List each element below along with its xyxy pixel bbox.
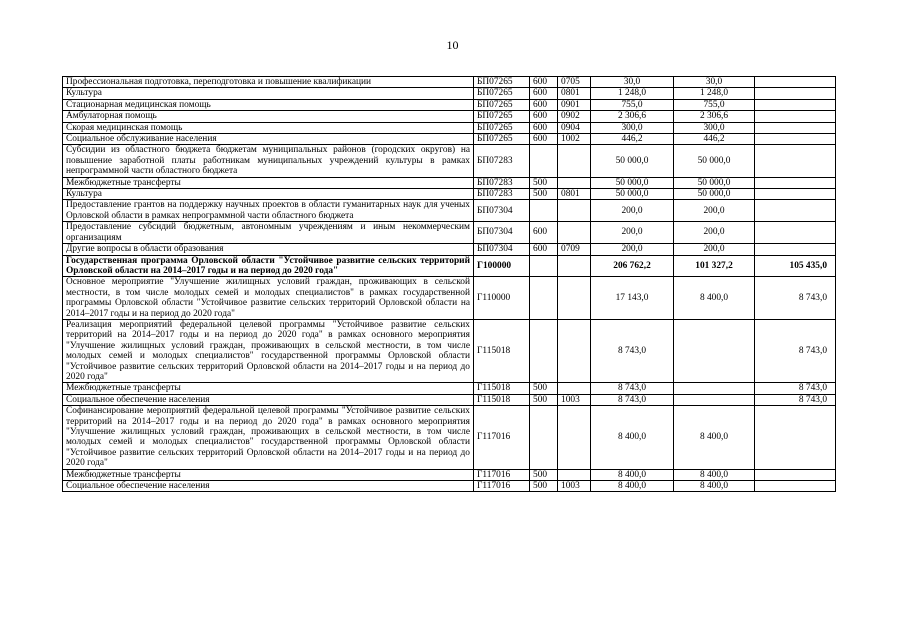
target-article-cell: Г115018: [474, 394, 530, 405]
table-row: [63, 319, 836, 382]
table-row: [63, 222, 836, 244]
total-amount-cell: 50 000,0: [591, 177, 674, 188]
regional-amount-cell: 30,0: [674, 77, 755, 88]
section-cell: [558, 222, 591, 244]
regional-amount-cell: 1 248,0: [674, 88, 755, 99]
section-cell: 0901: [558, 99, 591, 110]
federal-amount-cell: 8 743,0: [755, 277, 836, 320]
expense-type-cell: 600: [530, 77, 558, 88]
federal-amount-cell: [755, 145, 836, 177]
table-row: [63, 111, 836, 122]
expense-type-cell: [530, 277, 558, 320]
row-name-cell: Межбюджетные трансферты: [63, 469, 474, 480]
section-cell: 0705: [558, 77, 591, 88]
section-cell: [558, 277, 591, 320]
table-body: [63, 77, 836, 492]
section-cell: [558, 200, 591, 222]
total-amount-cell: 755,0: [591, 99, 674, 110]
federal-amount-cell: [755, 122, 836, 133]
section-cell: 1003: [558, 481, 591, 492]
expense-type-cell: [530, 200, 558, 222]
regional-amount-cell: 50 000,0: [674, 189, 755, 200]
section-cell: [558, 255, 591, 277]
total-amount-cell: 300,0: [591, 122, 674, 133]
expense-type-cell: [530, 319, 558, 382]
section-cell: 1003: [558, 394, 591, 405]
row-name-cell: Стационарная медицинская помощь: [63, 99, 474, 110]
row-name-cell: Реализация мероприятий федеральной целевой программы "Устойчивое развитие сельских территорий на 2014–2017 годы и на период до 2020 года" в рамках основного мероприятия "Улучшение жилищных условий граждан, проживающих в сельской местности, в том числе молодых семей и молодых специалистов" государственной программы Орловской области "Устойчивое развитие сельских территорий Орловской области на 2014–2017 годы и на период до 2020 года": [63, 319, 474, 382]
table-row: [63, 469, 836, 480]
total-amount-cell: 200,0: [591, 244, 674, 255]
target-article-cell: БП07265: [474, 88, 530, 99]
expense-type-cell: 500: [530, 189, 558, 200]
row-name-cell: Культура: [63, 88, 474, 99]
section-cell: [558, 177, 591, 188]
expense-type-cell: [530, 406, 558, 469]
total-amount-cell: 2 306,6: [591, 111, 674, 122]
expense-type-cell: 600: [530, 122, 558, 133]
target-article-cell: БП07283: [474, 189, 530, 200]
section-cell: [558, 469, 591, 480]
row-name-cell: Предоставление субсидий бюджетным, автономным учреждениям и иным некоммерческим организациям: [63, 222, 474, 244]
row-name-cell: Межбюджетные трансферты: [63, 383, 474, 394]
target-article-cell: БП07265: [474, 99, 530, 110]
row-name-cell: Социальное обеспечение населения: [63, 481, 474, 492]
row-name-cell: Межбюджетные трансферты: [63, 177, 474, 188]
regional-amount-cell: 50 000,0: [674, 177, 755, 188]
target-article-cell: Г117016: [474, 406, 530, 469]
federal-amount-cell: [755, 134, 836, 145]
regional-amount-cell: [674, 394, 755, 405]
table-row: [63, 77, 836, 88]
expense-type-cell: 600: [530, 222, 558, 244]
row-name-cell: Профессиональная подготовка, переподготовка и повышение квалификации: [63, 77, 474, 88]
target-article-cell: БП07283: [474, 177, 530, 188]
target-article-cell: Г117016: [474, 481, 530, 492]
table-row: [63, 189, 836, 200]
regional-amount-cell: 101 327,2: [674, 255, 755, 277]
row-name-cell: Культура: [63, 189, 474, 200]
regional-amount-cell: 2 306,6: [674, 111, 755, 122]
expense-type-cell: 500: [530, 469, 558, 480]
federal-amount-cell: [755, 111, 836, 122]
total-amount-cell: 8 400,0: [591, 481, 674, 492]
expense-type-cell: 500: [530, 383, 558, 394]
total-amount-cell: 8 400,0: [591, 406, 674, 469]
total-amount-cell: 200,0: [591, 200, 674, 222]
total-amount-cell: 8 743,0: [591, 383, 674, 394]
row-name-cell: Другие вопросы в области образования: [63, 244, 474, 255]
target-article-cell: БП07265: [474, 77, 530, 88]
table-row: [63, 122, 836, 133]
total-amount-cell: 446,2: [591, 134, 674, 145]
table-row: [63, 255, 836, 277]
federal-amount-cell: [755, 244, 836, 255]
table-row: [63, 277, 836, 320]
row-name-cell: Софинансирование мероприятий федеральной целевой программы "Устойчивое развитие сельских территорий на 2014–2017 годы и на период до 2020 года" в рамках основного мероприятия "Улучшение жилищных условий граждан, проживающих в сельской местности, в том числе молодых семей и молодых специалистов" государственной программы Орловской области "Устойчивое развитие сельских территорий Орловской области на 2014–2017 годы и на период до 2020 года": [63, 406, 474, 469]
federal-amount-cell: [755, 99, 836, 110]
section-cell: 0709: [558, 244, 591, 255]
regional-amount-cell: 755,0: [674, 99, 755, 110]
total-amount-cell: 206 762,2: [591, 255, 674, 277]
target-article-cell: БП07304: [474, 244, 530, 255]
table-row: [63, 134, 836, 145]
expense-type-cell: [530, 255, 558, 277]
regional-amount-cell: 8 400,0: [674, 481, 755, 492]
table-row: [63, 481, 836, 492]
target-article-cell: БП07304: [474, 222, 530, 244]
total-amount-cell: 50 000,0: [591, 189, 674, 200]
expense-type-cell: 500: [530, 394, 558, 405]
regional-amount-cell: 8 400,0: [674, 277, 755, 320]
table-row: [63, 145, 836, 177]
federal-amount-cell: 8 743,0: [755, 383, 836, 394]
regional-amount-cell: 200,0: [674, 244, 755, 255]
section-cell: [558, 145, 591, 177]
regional-amount-cell: 200,0: [674, 200, 755, 222]
total-amount-cell: 200,0: [591, 222, 674, 244]
expense-type-cell: [530, 145, 558, 177]
federal-amount-cell: 105 435,0: [755, 255, 836, 277]
expense-type-cell: 600: [530, 134, 558, 145]
table-row: [63, 383, 836, 394]
row-name-cell: Основное мероприятие "Улучшение жилищных условий граждан, проживающих в сельской местности, в том числе молодых семей и молодых специалистов" в рамках государственной программы Орловской области "Устойчивое развитие сельских территорий Орловской области на 2014–2017 годы и на период до 2020 года": [63, 277, 474, 320]
regional-amount-cell: 300,0: [674, 122, 755, 133]
total-amount-cell: 30,0: [591, 77, 674, 88]
total-amount-cell: 50 000,0: [591, 145, 674, 177]
row-name-cell: Социальное обслуживание населения: [63, 134, 474, 145]
federal-amount-cell: [755, 222, 836, 244]
target-article-cell: БП07283: [474, 145, 530, 177]
target-article-cell: БП07265: [474, 122, 530, 133]
expense-type-cell: 600: [530, 244, 558, 255]
target-article-cell: БП07304: [474, 200, 530, 222]
expense-type-cell: 600: [530, 88, 558, 99]
regional-amount-cell: [674, 319, 755, 382]
federal-amount-cell: [755, 88, 836, 99]
federal-amount-cell: [755, 406, 836, 469]
section-cell: 0801: [558, 189, 591, 200]
total-amount-cell: 8 743,0: [591, 394, 674, 405]
table-row: [63, 99, 836, 110]
section-cell: 1002: [558, 134, 591, 145]
regional-amount-cell: 8 400,0: [674, 406, 755, 469]
target-article-cell: Г117016: [474, 469, 530, 480]
regional-amount-cell: [674, 383, 755, 394]
section-cell: 0801: [558, 88, 591, 99]
row-name-cell: Скорая медицинская помощь: [63, 122, 474, 133]
federal-amount-cell: [755, 77, 836, 88]
federal-amount-cell: [755, 469, 836, 480]
table-row: [63, 244, 836, 255]
row-name-cell: Субсидии из областного бюджета бюджетам муниципальных районов (городских округов) на повышение заработной платы работникам муниципальных учреждений культуры в рамках непрограммной части областного бюджета: [63, 145, 474, 177]
federal-amount-cell: [755, 481, 836, 492]
federal-amount-cell: 8 743,0: [755, 319, 836, 382]
section-cell: [558, 406, 591, 469]
target-article-cell: Г115018: [474, 383, 530, 394]
section-cell: [558, 383, 591, 394]
row-name-cell: Предоставление грантов на поддержку научных проектов в области гуманитарных наук для ученых Орловской области в рамках непрограммной части областного бюджета: [63, 200, 474, 222]
row-name-cell: Социальное обеспечение населения: [63, 394, 474, 405]
total-amount-cell: 8 743,0: [591, 319, 674, 382]
expense-type-cell: 600: [530, 99, 558, 110]
regional-amount-cell: 200,0: [674, 222, 755, 244]
total-amount-cell: 8 400,0: [591, 469, 674, 480]
regional-amount-cell: 50 000,0: [674, 145, 755, 177]
table-row: [63, 406, 836, 469]
section-cell: 0904: [558, 122, 591, 133]
total-amount-cell: 17 143,0: [591, 277, 674, 320]
table-row: [63, 88, 836, 99]
target-article-cell: Г100000: [474, 255, 530, 277]
expense-type-cell: 600: [530, 111, 558, 122]
target-article-cell: БП07265: [474, 134, 530, 145]
table-row: [63, 394, 836, 405]
federal-amount-cell: [755, 177, 836, 188]
regional-amount-cell: 446,2: [674, 134, 755, 145]
federal-amount-cell: [755, 189, 836, 200]
target-article-cell: Г115018: [474, 319, 530, 382]
target-article-cell: Г110000: [474, 277, 530, 320]
budget-table: [62, 76, 836, 492]
target-article-cell: БП07265: [474, 111, 530, 122]
row-name-cell: Амбулаторная помощь: [63, 111, 474, 122]
expense-type-cell: 500: [530, 481, 558, 492]
table-row: [63, 177, 836, 188]
federal-amount-cell: 8 743,0: [755, 394, 836, 405]
federal-amount-cell: [755, 200, 836, 222]
page-number: 10: [446, 38, 459, 52]
row-name-cell: Государственная программа Орловской области "Устойчивое развитие сельских территорий Орловской области на 2014–2017 годы и на период до 2020 года": [63, 255, 474, 277]
table-row: [63, 200, 836, 222]
section-cell: 0902: [558, 111, 591, 122]
section-cell: [558, 319, 591, 382]
expense-type-cell: 500: [530, 177, 558, 188]
total-amount-cell: 1 248,0: [591, 88, 674, 99]
regional-amount-cell: 8 400,0: [674, 469, 755, 480]
